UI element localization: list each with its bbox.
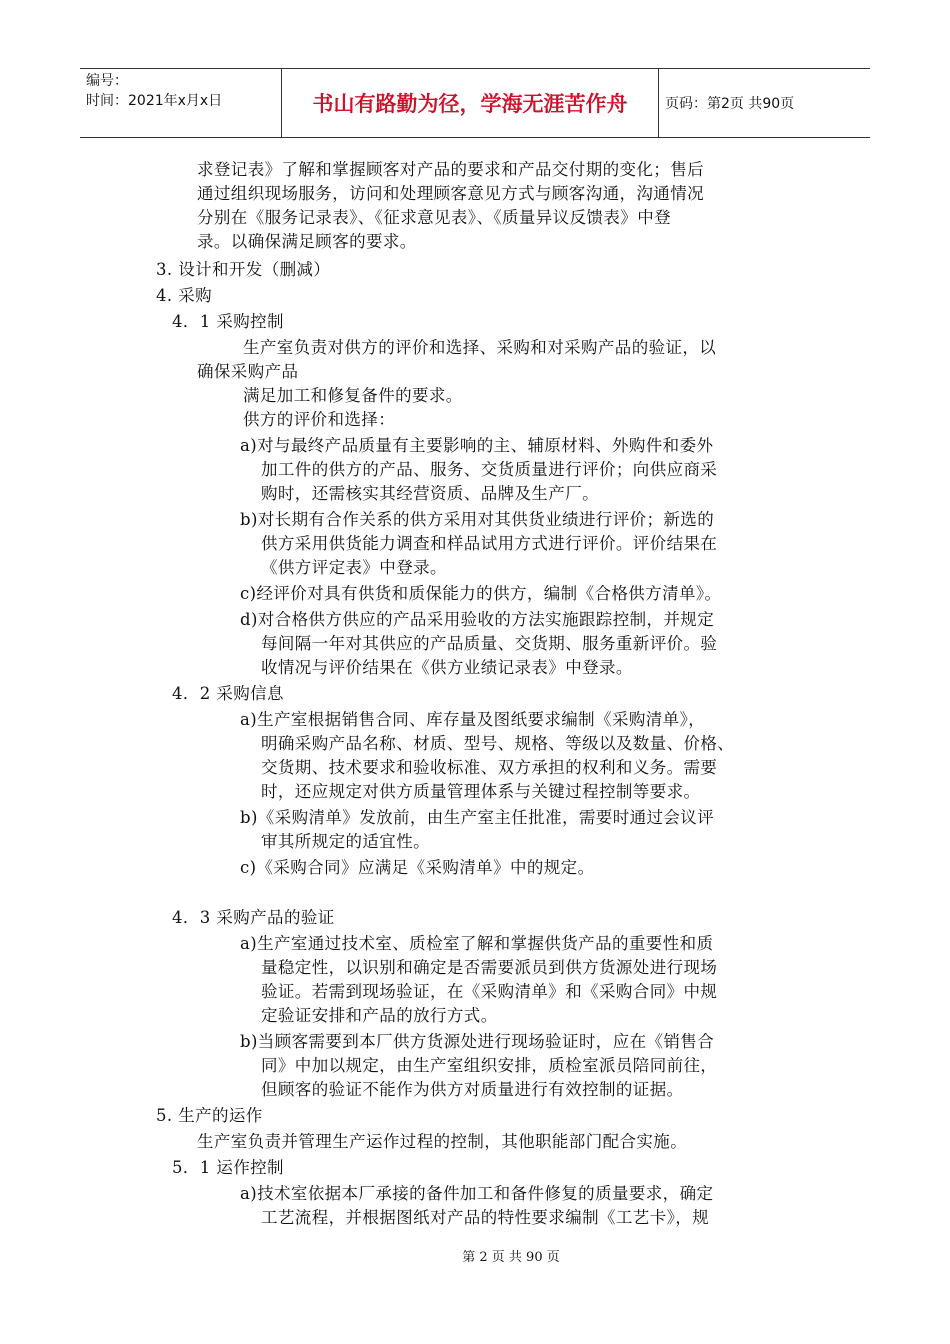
text-line: 量稳定性，以识别和确定是否需要派员到供方货源处进行现场: [261, 958, 718, 977]
subsection-heading: 4．2 采购信息: [172, 684, 284, 703]
list-item: b)《采购清单》发放前，由生产室主任批准，需要时通过会议评: [240, 808, 715, 827]
subsection-heading: 4．3 采购产品的验证: [172, 908, 335, 927]
header-meta: [80, 69, 282, 137]
list-item: a)技术室依据本厂承接的备件加工和备件修复的质量要求，确定: [240, 1184, 714, 1203]
list-item: a)生产室通过技术室、质检室了解和掌握供货产品的重要性和质: [240, 934, 714, 953]
text-line: 加工件的供方的产品、服务、交货质量进行评价；向供应商采: [261, 460, 718, 479]
text-line: 求登记表》了解和掌握顾客对产品的要求和产品交付期的变化；售后: [197, 160, 704, 179]
text-line: 每间隔一年对其供应的产品质量、交货期、服务重新评价。验: [261, 634, 718, 653]
list-item: a)生产室根据销售合同、库存量及图纸要求编制《采购清单》，: [240, 710, 706, 729]
list-item: a)对与最终产品质量有主要影响的主、辅原材料、外购件和委外: [240, 436, 714, 455]
section-heading: 5. 生产的运作: [156, 1106, 263, 1125]
text-line: 审其所规定的适宜性。: [261, 832, 430, 851]
text-line: 交货期、技术要求和验收标准、双方承担的权利和义务。需要: [261, 758, 718, 777]
text-line: 生产室负责并管理生产运作过程的控制，其他职能部门配合实施。: [197, 1132, 688, 1151]
header-motto: 书山有路勤为径，学海无涯苦作舟: [282, 69, 659, 137]
text-line: 购时，还需核实其经营资质、品牌及生产厂。: [261, 484, 599, 503]
text-line: 生产室负责对供方的评价和选择、采购和对采购产品的验证，以: [243, 338, 717, 357]
text-line: 明确采购产品名称、材质、型号、规格、等级以及数量、价格、: [261, 734, 735, 753]
text-line: 通过组织现场服务，访问和处理顾客意见方式与顾客沟通，沟通情况: [197, 184, 704, 203]
text-line: 分别在《服务记录表》、《征求意见表》、《质量异议反馈表》中登: [197, 208, 671, 227]
subsection-heading: 5．1 运作控制: [172, 1158, 284, 1177]
text-line: 同》中加以规定，由生产室组织安排，质检室派员陪同前往，: [261, 1056, 718, 1075]
number-label: 编号：: [86, 73, 128, 89]
list-item: b)当顾客需要到本厂供方货源处进行现场验证时，应在《销售合: [240, 1032, 715, 1051]
list-item: c)经评价对具有供货和质保能力的供方，编制《合格供方清单》。: [240, 584, 722, 603]
text-line: 满足加工和修复备件的要求。: [243, 386, 463, 405]
list-item: d)对合格供方供应的产品采用验收的方法实施跟踪控制，并规定: [240, 610, 715, 629]
section-heading: 4. 采购: [156, 286, 212, 305]
text-line: 定验证安排和产品的放行方式。: [261, 1006, 498, 1025]
header-page-code: 页码：第2页 共90页: [665, 96, 795, 112]
time-label: 时间：2021年x月x日: [86, 93, 223, 109]
text-line: 供方的评价和选择：: [243, 410, 396, 429]
text-line: 确保采购产品: [197, 362, 299, 381]
subsection-heading: 4．1 采购控制: [172, 312, 284, 331]
text-line: 供方采用供货能力调查和样品试用方式进行评价。评价结果在: [261, 534, 718, 553]
page-footer: 第 2 页 共 90 页: [462, 1250, 560, 1265]
text-line: 收情况与评价结果在《供方业绩记录表》中登录。: [261, 658, 633, 677]
page-header: [80, 68, 870, 138]
section-heading: 3. 设计和开发（删减）: [156, 260, 331, 279]
text-line: 但顾客的验证不能作为供方对质量进行有效控制的证据。: [261, 1080, 684, 1099]
text-line: 录。以确保满足顾客的要求。: [197, 232, 417, 251]
list-item: b)对长期有合作关系的供方采用对其供货业绩进行评价；新选的: [240, 510, 715, 529]
text-line: 工艺流程，并根据图纸对产品的特性要求编制《工艺卡》，规: [261, 1208, 710, 1227]
text-line: 《供方评定表》中登录。: [261, 558, 447, 577]
text-line: 验证。若需到现场验证，在《采购清单》和《采购合同》中规: [261, 982, 718, 1001]
text-line: 时，还应规定对供方质量管理体系与关键过程控制等要求。: [261, 782, 701, 801]
list-item: c)《采购合同》应满足《采购清单》中的规定。: [240, 858, 595, 877]
